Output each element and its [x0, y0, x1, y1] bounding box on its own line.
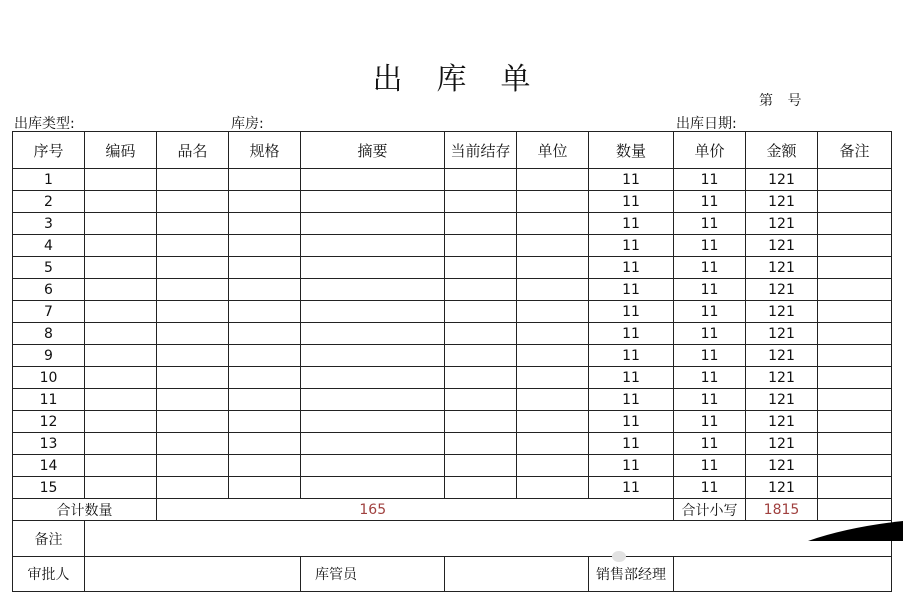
remark-cell[interactable]	[818, 345, 892, 367]
stock-cell[interactable]	[445, 411, 517, 433]
warehouse-label: 库房:	[231, 116, 264, 132]
summary-cell[interactable]	[301, 279, 445, 301]
remark-cell[interactable]	[818, 367, 892, 389]
qty-cell: 11	[589, 455, 674, 477]
amount-cell: 121	[746, 411, 818, 433]
name-cell[interactable]	[157, 323, 229, 345]
amount-cell: 121	[746, 235, 818, 257]
row-no-cell: 14	[13, 455, 85, 477]
table-row	[13, 389, 892, 411]
spec-cell[interactable]	[229, 455, 301, 477]
total-qty-value: 165	[157, 499, 589, 521]
table-row	[13, 235, 892, 257]
row-no-cell: 8	[13, 323, 85, 345]
signature-row	[13, 557, 892, 592]
table-row	[13, 279, 892, 301]
unit-cell[interactable]	[517, 323, 589, 345]
col-header-qty: 数量	[589, 132, 674, 169]
remark-cell[interactable]	[818, 389, 892, 411]
stock-cell[interactable]	[445, 323, 517, 345]
remark-cell[interactable]	[818, 301, 892, 323]
summary-cell[interactable]	[301, 455, 445, 477]
name-cell[interactable]	[157, 191, 229, 213]
code-cell[interactable]	[85, 455, 157, 477]
spec-cell[interactable]	[229, 301, 301, 323]
stock-cell[interactable]	[445, 345, 517, 367]
remark-cell[interactable]	[818, 323, 892, 345]
summary-cell[interactable]	[301, 345, 445, 367]
remark-cell[interactable]	[818, 191, 892, 213]
row-no-cell: 9	[13, 345, 85, 367]
table-row	[13, 433, 892, 455]
code-cell[interactable]	[85, 433, 157, 455]
spec-cell[interactable]	[229, 169, 301, 191]
remark-cell[interactable]	[818, 279, 892, 301]
col-header-stock: 当前结存	[445, 132, 517, 169]
name-cell[interactable]	[157, 411, 229, 433]
amount-cell: 121	[746, 257, 818, 279]
unit-cell[interactable]	[517, 235, 589, 257]
summary-cell[interactable]	[301, 323, 445, 345]
amount-cell: 121	[746, 345, 818, 367]
row-no-cell: 7	[13, 301, 85, 323]
remark-field[interactable]	[85, 521, 892, 557]
spec-cell[interactable]	[229, 477, 301, 499]
document-title: 出库单	[372, 62, 565, 97]
summary-cell[interactable]	[301, 301, 445, 323]
remark-cell[interactable]	[818, 257, 892, 279]
subtotal-value: 1815	[746, 499, 818, 521]
qty-cell: 11	[589, 345, 674, 367]
spec-cell[interactable]	[229, 367, 301, 389]
col-header-price: 单价	[674, 132, 746, 169]
row-no-cell: 2	[13, 191, 85, 213]
code-cell[interactable]	[85, 169, 157, 191]
code-cell[interactable]	[85, 257, 157, 279]
amount-cell: 121	[746, 323, 818, 345]
row-no-cell: 5	[13, 257, 85, 279]
table-row	[13, 345, 892, 367]
keeper-field[interactable]	[445, 557, 589, 592]
watermark-icon	[612, 545, 722, 575]
col-header-amount: 金额	[746, 132, 818, 169]
name-cell[interactable]	[157, 345, 229, 367]
remark-cell[interactable]	[818, 411, 892, 433]
code-cell[interactable]	[85, 345, 157, 367]
spec-cell[interactable]	[229, 257, 301, 279]
price-cell: 11	[674, 279, 746, 301]
code-cell[interactable]	[85, 323, 157, 345]
unit-cell[interactable]	[517, 455, 589, 477]
remark-cell[interactable]	[818, 235, 892, 257]
summary-cell[interactable]	[301, 169, 445, 191]
remark-cell[interactable]	[818, 477, 892, 499]
subtotal-blank-cell	[818, 499, 892, 521]
stock-cell[interactable]	[445, 191, 517, 213]
total-row	[13, 499, 892, 521]
spec-cell[interactable]	[229, 345, 301, 367]
unit-cell[interactable]	[517, 191, 589, 213]
table-row	[13, 191, 892, 213]
remark-cell[interactable]	[818, 169, 892, 191]
price-cell: 11	[674, 389, 746, 411]
keeper-label: 库管员	[301, 557, 445, 592]
approver-label: 审批人	[13, 557, 85, 592]
outbound-table	[12, 131, 892, 592]
unit-cell[interactable]	[517, 301, 589, 323]
remark-cell[interactable]	[818, 433, 892, 455]
col-header-summary: 摘要	[301, 132, 445, 169]
table-row	[13, 301, 892, 323]
row-no-cell: 6	[13, 279, 85, 301]
header-row	[13, 132, 892, 169]
row-no-cell: 15	[13, 477, 85, 499]
amount-cell: 121	[746, 433, 818, 455]
col-header-no: 序号	[13, 132, 85, 169]
spec-cell[interactable]	[229, 191, 301, 213]
row-no-cell: 12	[13, 411, 85, 433]
price-cell: 11	[674, 323, 746, 345]
table-row	[13, 323, 892, 345]
stock-cell[interactable]	[445, 477, 517, 499]
name-cell[interactable]	[157, 367, 229, 389]
qty-cell: 11	[589, 477, 674, 499]
unit-cell[interactable]	[517, 213, 589, 235]
name-cell[interactable]	[157, 257, 229, 279]
amount-cell: 121	[746, 477, 818, 499]
summary-cell[interactable]	[301, 367, 445, 389]
code-cell[interactable]	[85, 279, 157, 301]
summary-cell[interactable]	[301, 191, 445, 213]
code-cell[interactable]	[85, 213, 157, 235]
qty-cell: 11	[589, 367, 674, 389]
summary-cell[interactable]	[301, 477, 445, 499]
price-cell: 11	[674, 191, 746, 213]
table-row	[13, 477, 892, 499]
qty-cell: 11	[589, 433, 674, 455]
spec-cell[interactable]	[229, 389, 301, 411]
col-header-code: 编码	[85, 132, 157, 169]
price-cell: 11	[674, 433, 746, 455]
col-header-unit: 单位	[517, 132, 589, 169]
price-cell: 11	[674, 455, 746, 477]
amount-cell: 121	[746, 455, 818, 477]
row-no-cell: 4	[13, 235, 85, 257]
spec-cell[interactable]	[229, 411, 301, 433]
stock-cell[interactable]	[445, 169, 517, 191]
price-cell: 11	[674, 257, 746, 279]
row-no-cell: 13	[13, 433, 85, 455]
stock-cell[interactable]	[445, 301, 517, 323]
qty-cell: 11	[589, 323, 674, 345]
unit-cell[interactable]	[517, 433, 589, 455]
row-no-cell: 3	[13, 213, 85, 235]
price-cell: 11	[674, 213, 746, 235]
spec-cell[interactable]	[229, 433, 301, 455]
price-cell: 11	[674, 477, 746, 499]
stock-cell[interactable]	[445, 389, 517, 411]
spec-cell[interactable]	[229, 323, 301, 345]
amount-cell: 121	[746, 301, 818, 323]
spec-cell[interactable]	[229, 213, 301, 235]
name-cell[interactable]	[157, 301, 229, 323]
name-cell[interactable]	[157, 389, 229, 411]
table-row	[13, 213, 892, 235]
table-row	[13, 169, 892, 191]
qty-cell: 11	[589, 257, 674, 279]
code-cell[interactable]	[85, 367, 157, 389]
name-cell[interactable]	[157, 213, 229, 235]
remark-cell[interactable]	[818, 455, 892, 477]
qty-cell: 11	[589, 169, 674, 191]
approver-field[interactable]	[85, 557, 301, 592]
spec-cell[interactable]	[229, 279, 301, 301]
col-header-spec: 规格	[229, 132, 301, 169]
row-no-cell: 1	[13, 169, 85, 191]
stock-cell[interactable]	[445, 235, 517, 257]
qty-cell: 11	[589, 213, 674, 235]
col-header-name: 品名	[157, 132, 229, 169]
summary-cell[interactable]	[301, 389, 445, 411]
stock-cell[interactable]	[445, 455, 517, 477]
row-no-cell: 10	[13, 367, 85, 389]
unit-cell[interactable]	[517, 367, 589, 389]
unit-cell[interactable]	[517, 169, 589, 191]
code-cell[interactable]	[85, 235, 157, 257]
qty-cell: 11	[589, 191, 674, 213]
price-cell: 11	[674, 235, 746, 257]
name-cell[interactable]	[157, 455, 229, 477]
col-header-remark: 备注	[818, 132, 892, 169]
remark-row	[13, 521, 892, 557]
amount-cell: 121	[746, 191, 818, 213]
page-number-label: 第 号	[759, 93, 802, 109]
table-row	[13, 257, 892, 279]
name-cell[interactable]	[157, 477, 229, 499]
price-cell: 11	[674, 345, 746, 367]
unit-cell[interactable]	[517, 477, 589, 499]
outbound-date-label: 出库日期:	[676, 116, 737, 132]
unit-cell[interactable]	[517, 389, 589, 411]
stock-cell[interactable]	[445, 279, 517, 301]
code-cell[interactable]	[85, 411, 157, 433]
qty-cell: 11	[589, 235, 674, 257]
unit-cell[interactable]	[517, 257, 589, 279]
qty-cell: 11	[589, 389, 674, 411]
code-cell[interactable]	[85, 191, 157, 213]
amount-cell: 121	[746, 213, 818, 235]
stock-cell[interactable]	[445, 257, 517, 279]
price-cell: 11	[674, 301, 746, 323]
remark-cell[interactable]	[818, 213, 892, 235]
total-blank-cell	[589, 499, 674, 521]
manager-label: 销售部经理	[589, 557, 674, 592]
name-cell[interactable]	[157, 279, 229, 301]
stock-cell[interactable]	[445, 367, 517, 389]
summary-cell[interactable]	[301, 257, 445, 279]
code-cell[interactable]	[85, 477, 157, 499]
summary-cell[interactable]	[301, 235, 445, 257]
spec-cell[interactable]	[229, 235, 301, 257]
price-cell: 11	[674, 411, 746, 433]
unit-cell[interactable]	[517, 411, 589, 433]
code-cell[interactable]	[85, 301, 157, 323]
amount-cell: 121	[746, 279, 818, 301]
name-cell[interactable]	[157, 235, 229, 257]
row-no-cell: 11	[13, 389, 85, 411]
amount-cell: 121	[746, 389, 818, 411]
unit-cell[interactable]	[517, 345, 589, 367]
summary-cell[interactable]	[301, 433, 445, 455]
table-row	[13, 455, 892, 477]
name-cell[interactable]	[157, 169, 229, 191]
unit-cell[interactable]	[517, 279, 589, 301]
black-wedge-shape	[808, 521, 903, 541]
price-cell: 11	[674, 169, 746, 191]
total-qty-label: 合计数量	[13, 499, 157, 521]
qty-cell: 11	[589, 411, 674, 433]
stock-cell[interactable]	[445, 433, 517, 455]
summary-cell[interactable]	[301, 213, 445, 235]
summary-cell[interactable]	[301, 411, 445, 433]
subtotal-label: 合计小写	[674, 499, 746, 521]
code-cell[interactable]	[85, 389, 157, 411]
table-row	[13, 411, 892, 433]
price-cell: 11	[674, 367, 746, 389]
table-row	[13, 367, 892, 389]
name-cell[interactable]	[157, 433, 229, 455]
qty-cell: 11	[589, 301, 674, 323]
remark-label: 备注	[13, 521, 85, 557]
amount-cell: 121	[746, 169, 818, 191]
qty-cell: 11	[589, 279, 674, 301]
stock-cell[interactable]	[445, 213, 517, 235]
outbound-type-label: 出库类型:	[14, 116, 75, 132]
amount-cell: 121	[746, 367, 818, 389]
